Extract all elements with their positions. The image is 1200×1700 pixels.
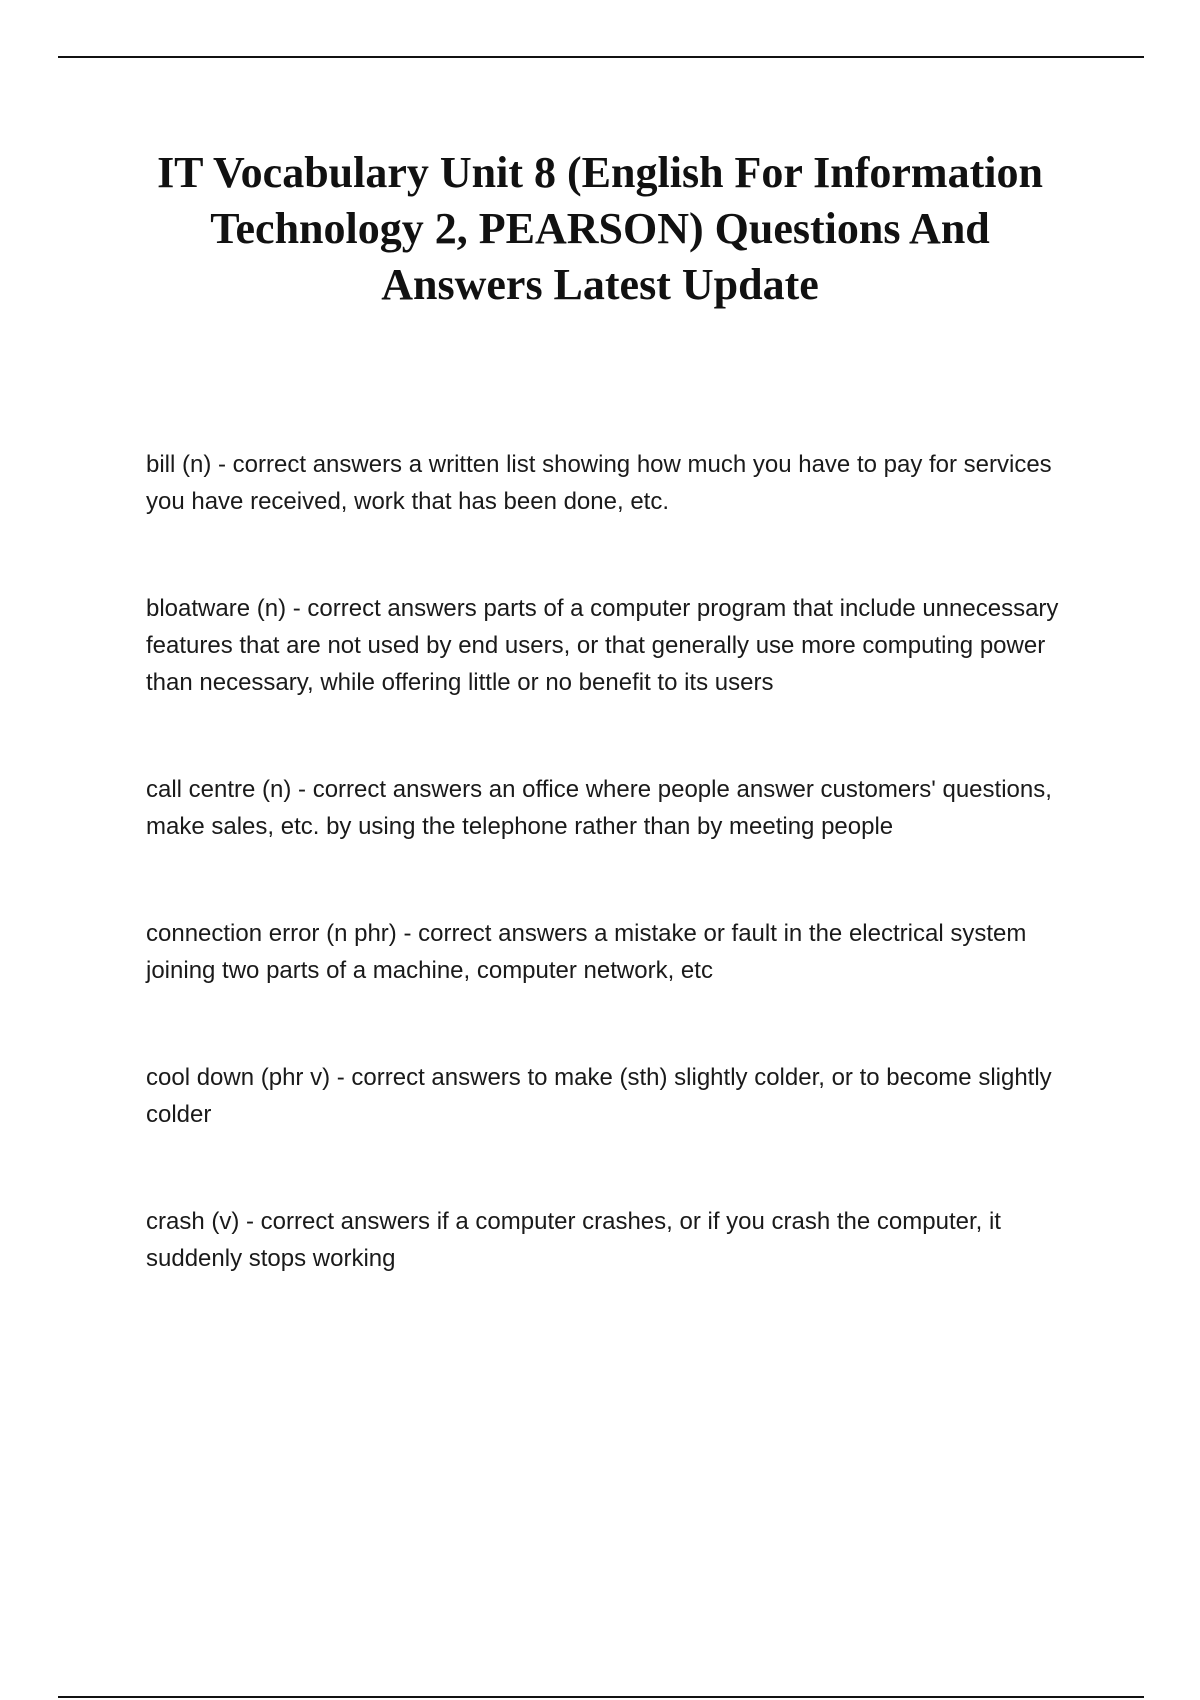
- header-rule: [58, 56, 1144, 58]
- vocabulary-entry: cool down (phr v) - correct answers to make (sth) slightly colder, or to become slightly colder: [146, 1064, 1052, 1128]
- document-title: IT Vocabulary Unit 8 (English For Information Technology 2, PEARSON) Questions And Answers Latest Update: [157, 148, 1043, 309]
- vocabulary-entry: bloatware (n) - correct answers parts of a computer program that include unnecessary features that are not used by end users, or that generally use more computing power than necessary, while offering little or no benefit to its users: [146, 595, 1059, 696]
- vocabulary-entry: connection error (n phr) - correct answers a mistake or fault in the electrical system joining two parts of a machine, computer network, etc: [146, 920, 1027, 984]
- vocabulary-entry: bill (n) - correct answers a written list showing how much you have to pay for services you have received, work that has been done, etc.: [146, 451, 1052, 515]
- vocabulary-entry: crash (v) - correct answers if a computer crashes, or if you crash the computer, it suddenly stops working: [146, 1208, 1001, 1272]
- footer-rule: [58, 1696, 1144, 1698]
- vocabulary-list: [146, 446, 1096, 1347]
- vocabulary-entry: call centre (n) - correct answers an office where people answer customers' questions, make sales, etc. by using the telephone rather than by meeting people: [146, 776, 1052, 840]
